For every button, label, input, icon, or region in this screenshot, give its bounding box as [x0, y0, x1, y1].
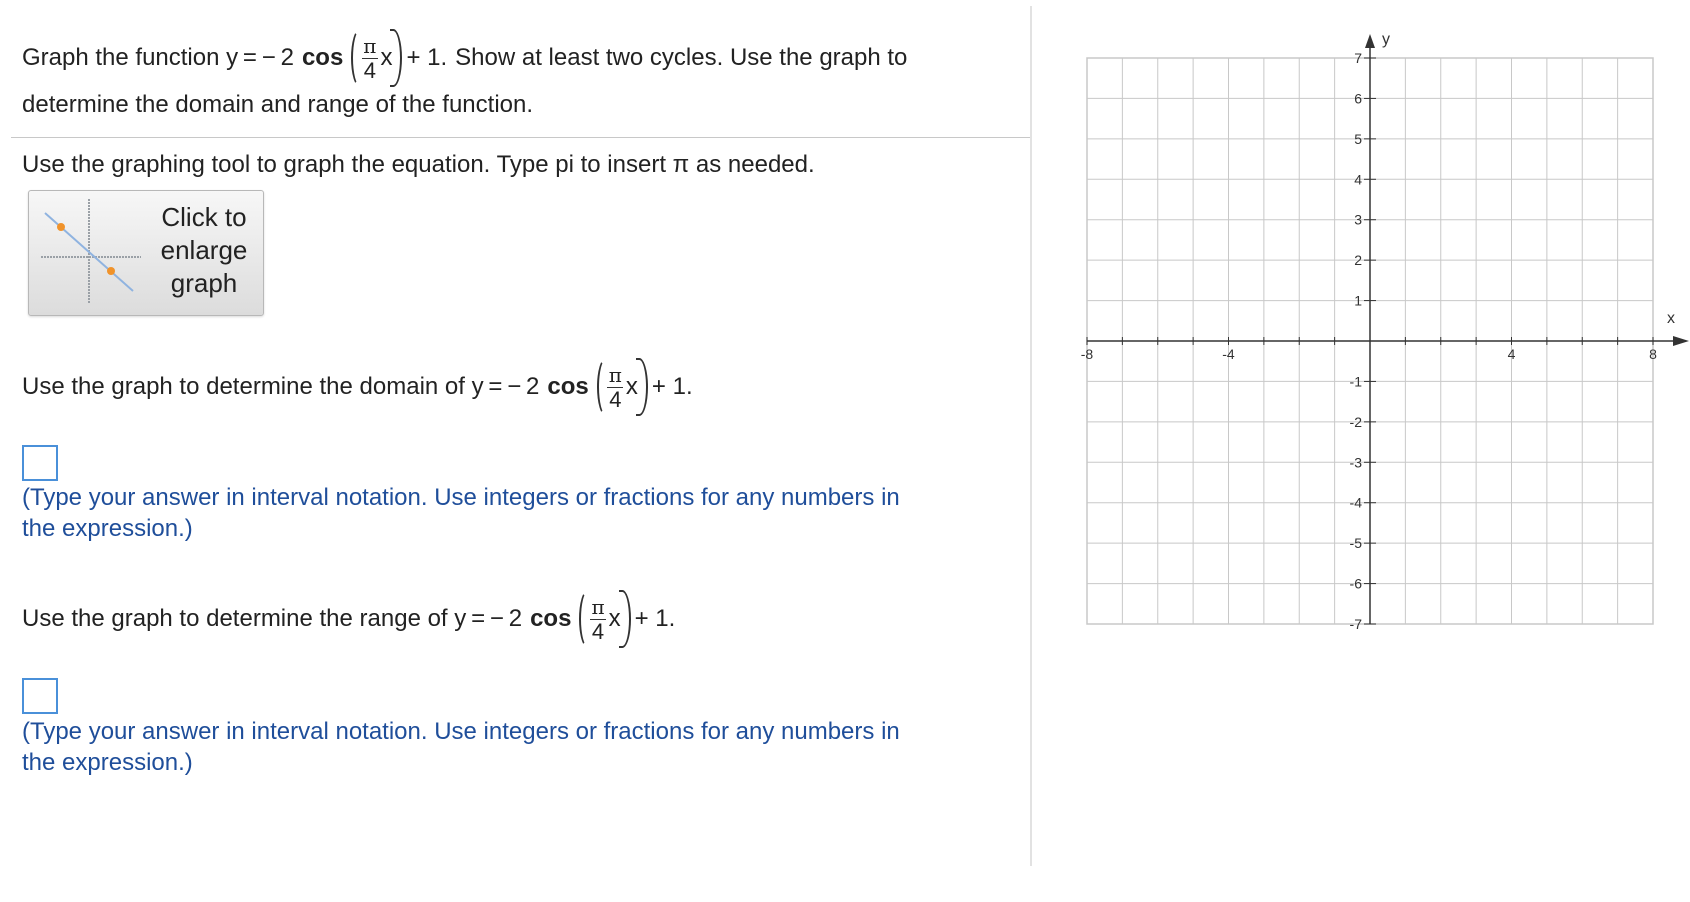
enlarge-graph-label: Click to enlarge graph: [160, 202, 248, 298]
function-expression: [262, 29, 447, 87]
domain-answer-input[interactable]: [22, 445, 58, 481]
y-tick-label: -7: [1349, 616, 1362, 632]
y-tick-label: 2: [1354, 252, 1362, 269]
y-tick-label: 1: [1354, 292, 1362, 309]
panel-divider: [1030, 6, 1032, 866]
range-hint-line-2: the expression.): [22, 749, 193, 776]
x-axis-arrow-icon: [1673, 336, 1689, 346]
graph-thumbnail-icon: [41, 199, 141, 303]
coordinate-plane[interactable]: [1075, 20, 1690, 640]
function-expression: − 2 cos $\frac{\pi}{4}$ x + 1.: [490, 590, 675, 648]
domain-question: [22, 357, 693, 417]
range-hint-line-1: (Type your answer in interval notation. Use integers or fractions for any numbers in: [22, 718, 900, 745]
domain-hint-line-1: (Type your answer in interval notation. Use integers or fractions for any numbers in: [22, 484, 900, 511]
x-tick-label: 8: [1649, 346, 1657, 362]
question-intro: Graph the function y =: [22, 44, 262, 71]
x-tick-label: -4: [1222, 346, 1235, 362]
enlarge-graph-button[interactable]: [28, 190, 264, 316]
divider: [11, 137, 1031, 138]
y-tick-label: 4: [1354, 171, 1362, 188]
y-axis-label: y: [1382, 31, 1390, 48]
x-tick-label: 4: [1507, 346, 1516, 362]
instructions: Use the graphing tool to graph the equation. Type pi to insert π as needed.: [22, 151, 815, 178]
range-prompt: Use the graph to determine the range of y =: [22, 605, 490, 632]
question-line-2: determine the domain and range of the function.: [22, 91, 534, 118]
domain-hint-line-2: the expression.): [22, 515, 193, 542]
coefficient: − 2: [261, 44, 294, 71]
argument-parens: $\frac{\pi}{4}$ x: [353, 29, 400, 87]
y-tick-label: -2: [1349, 413, 1362, 430]
function-expression: − 2 cos $\frac{\pi}{4}$ x + 1.: [507, 358, 692, 416]
y-tick-label: -4: [1349, 494, 1362, 511]
y-tick-label: 7: [1354, 50, 1362, 66]
range-answer-input[interactable]: [22, 678, 58, 714]
y-tick-label: -1: [1349, 373, 1362, 390]
question-line-1: [22, 28, 907, 88]
y-tick-label: 5: [1354, 130, 1362, 147]
x-axis-label: x: [1667, 310, 1675, 327]
pi-over-4: $\frac{\pi}{4}$: [363, 33, 377, 83]
y-tick-label: 3: [1354, 211, 1362, 228]
y-tick-label: -5: [1349, 535, 1362, 552]
cos-function: cos: [301, 44, 344, 71]
question-intro-rest: Show at least two cycles. Use the graph to: [455, 44, 908, 71]
range-question: [22, 589, 675, 649]
y-tick-label: -3: [1349, 454, 1362, 471]
y-axis-arrow-icon: [1365, 34, 1375, 48]
x-tick-label: -8: [1080, 346, 1094, 362]
y-tick-label: -6: [1349, 575, 1362, 592]
constant-term: + 1.: [406, 44, 448, 71]
domain-prompt: Use the graph to determine the domain of y =: [22, 373, 508, 400]
y-tick-label: 6: [1354, 90, 1362, 107]
